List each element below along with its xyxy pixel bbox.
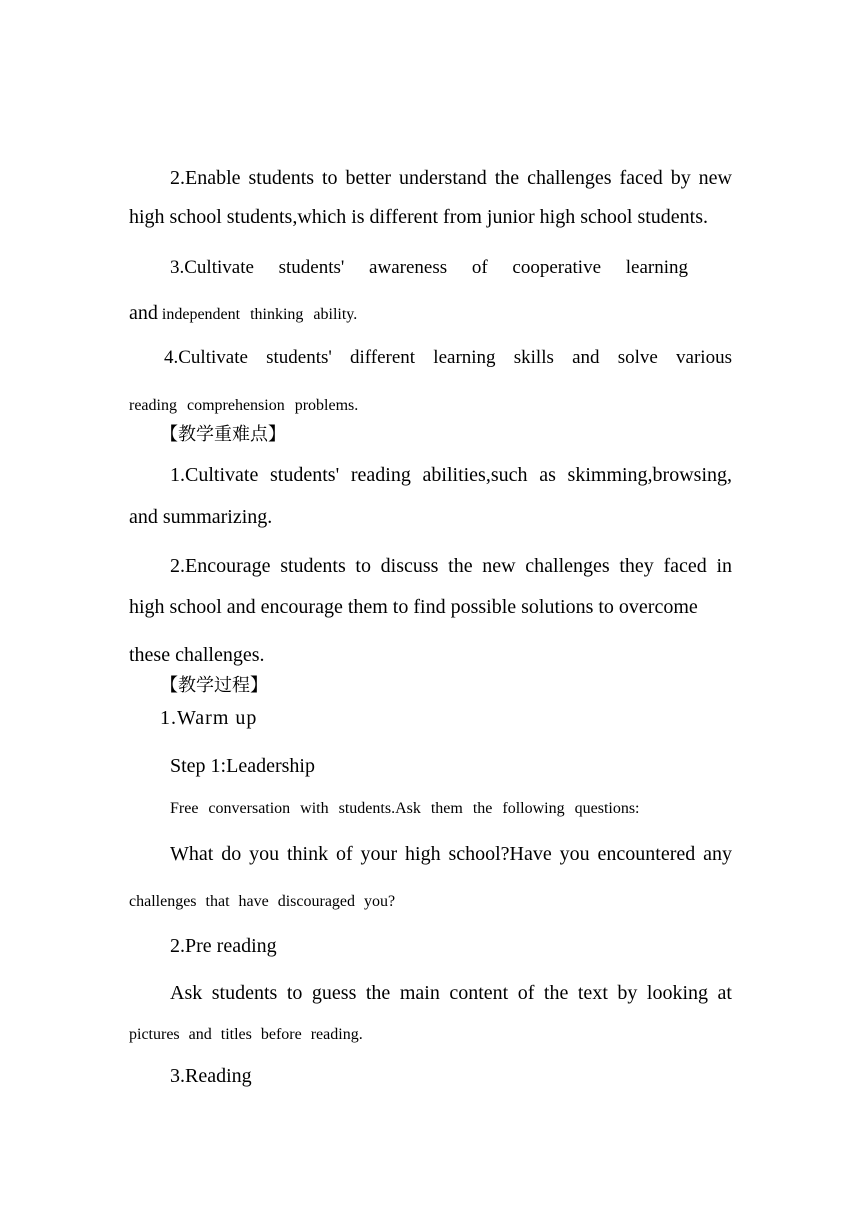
key-point-2-line-2: high school and encourage them to find possible solutions to overcome bbox=[129, 596, 698, 618]
objective-3-line-2-lead: and bbox=[129, 302, 158, 324]
free-conversation-text: Free conversation with students.Ask them the following questions: bbox=[170, 800, 640, 817]
objective-2-line-2: high school students,which is different from junior high school students. bbox=[129, 206, 709, 228]
pre-reading-task-line-2: pictures and titles before reading. bbox=[129, 1026, 363, 1043]
key-point-1-line-2: and summarizing. bbox=[129, 506, 273, 528]
objective-2-line-1: 2.Enable students to better understand the challenges faced by new bbox=[170, 167, 732, 189]
key-points-heading: 【教学重难点】 bbox=[160, 424, 286, 445]
objective-4-line-1: 4.Cultivate students' different learning skills and solve various bbox=[164, 347, 732, 368]
key-point-2-line-1: 2.Encourage students to discuss the new challenges they faced in bbox=[170, 555, 732, 577]
process-heading: 【教学过程】 bbox=[160, 675, 268, 696]
pre-reading-task-line-1: Ask students to guess the main content of the text by looking at bbox=[170, 982, 732, 1004]
objective-4-line-2: reading comprehension problems. bbox=[129, 397, 359, 414]
key-point-1-line-1: 1.Cultivate students' reading abilities,such as skimming,browsing, bbox=[170, 464, 732, 486]
question-line-2: challenges that have discouraged you? bbox=[129, 893, 396, 910]
objective-3-line-1: 3.Cultivate students' awareness of cooperative learning bbox=[170, 257, 688, 278]
reading-heading: 3.Reading bbox=[170, 1065, 252, 1087]
question-line-1: What do you think of your high school?Have you encountered any bbox=[170, 843, 732, 865]
step-1-title: Step 1:Leadership bbox=[170, 755, 315, 777]
key-point-2-line-3: these challenges. bbox=[129, 644, 265, 666]
objective-3-line-2-rest: independent thinking ability. bbox=[161, 306, 358, 323]
warm-up-heading: 1.Warm up bbox=[160, 707, 258, 729]
pre-reading-heading: 2.Pre reading bbox=[170, 935, 277, 957]
objective-3-line-2 bbox=[129, 303, 357, 323]
